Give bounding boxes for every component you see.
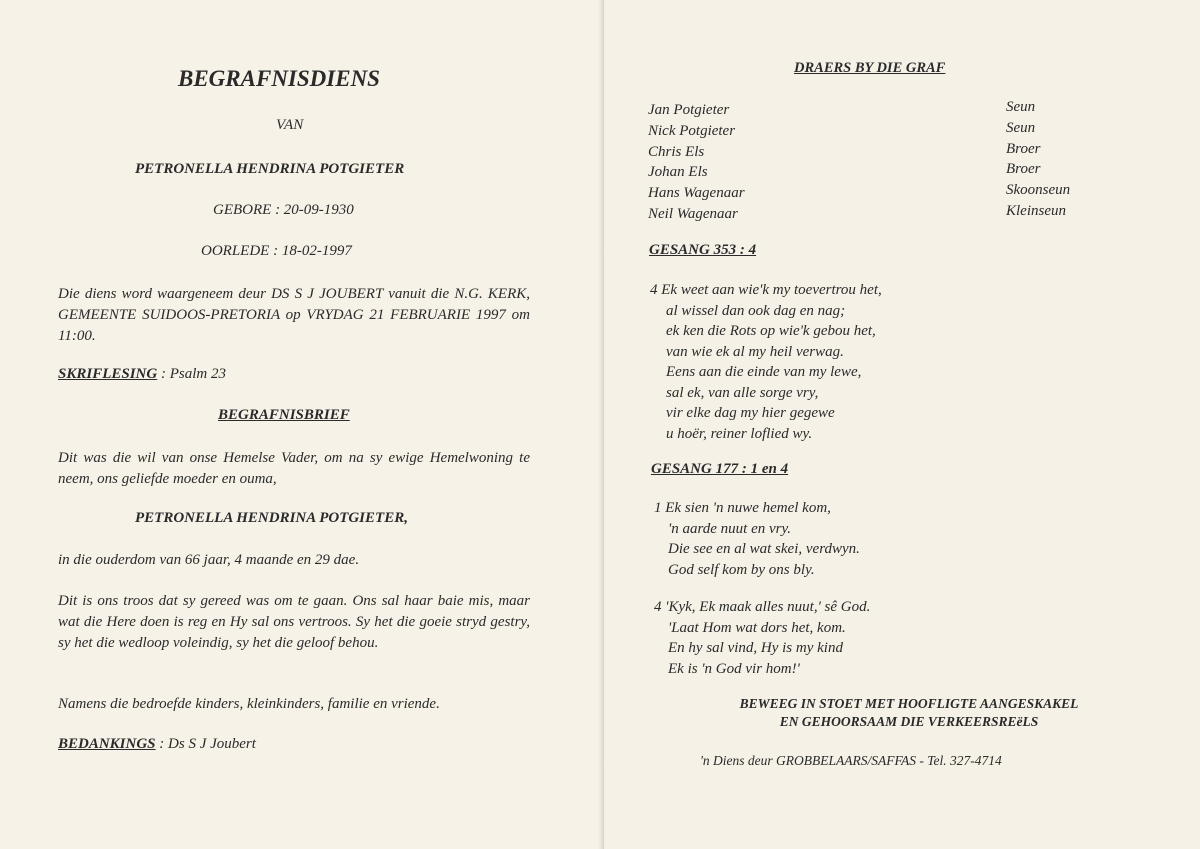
- hymn-line: 'n aarde nuut en vry.: [668, 520, 792, 537]
- bearer-name: Neil Wagenaar: [648, 205, 738, 222]
- age-text: in die ouderdom van 66 jaar, 4 maande en 29 dae.: [58, 552, 360, 568]
- bearer-relation: Broer: [1006, 161, 1041, 178]
- hymn-line: ek ken die Rots op wie'k gebou het,: [666, 323, 876, 339]
- hymn-177-verse-4: [654, 597, 870, 679]
- hymn-line: al wissel dan ook dag en nag;: [666, 302, 846, 319]
- bearer-name: Johan Els: [648, 164, 708, 181]
- hymn-line: vir elke dag my hier gegewe: [666, 405, 835, 421]
- thanks-label: BEDANKINGS: [58, 736, 156, 752]
- hymn-353-verse: [650, 280, 882, 444]
- hymn-line: 4 'Kyk, Ek maak alles nuut,' sê God.: [654, 599, 871, 615]
- bearer-name: Jan Potgieter: [648, 102, 730, 118]
- deceased-name-repeat: PETRONELLA HENDRINA POTGIETER,: [135, 510, 408, 526]
- bearer-name: Chris Els: [648, 143, 705, 160]
- comfort-text: Dit is ons troos dat sy gereed was om te gaan. Ons sal haar baie mis, maar wat die Here doen is reg en Hy sal ons vertroos. Sy het die goeie stryd gestry, sy het die wedloop voleindig, sy het die geloof behou.: [58, 593, 530, 651]
- hymn-line: Ek is 'n God vir hom!': [668, 660, 800, 677]
- bearer-name: Hans Wagenaar: [648, 185, 745, 202]
- undertaker-footer: 'n Diens deur GROBBELAARS/SAFFAS - Tel. 327-4714: [700, 753, 1002, 768]
- bearer-relation: Seun: [1006, 99, 1036, 115]
- right-page: [604, 0, 1200, 849]
- scripture-label: SKRIFLESING: [58, 366, 158, 382]
- hymn-353-heading: GESANG 353 : 4: [649, 242, 757, 258]
- program-title: BEGRAFNISDIENS: [178, 66, 380, 91]
- hymn-line: En hy sal vind, Hy is my kind: [668, 640, 843, 656]
- bearers-heading: DRAERS BY DIE GRAF: [794, 60, 946, 76]
- bearer-relation: Broer: [1006, 140, 1041, 157]
- service-details: Die diens word waargeneem deur DS S J JOUBERT vanuit die N.G. KERK, GEMEENTE SUIDOOS-PRETORIA op VRYDAG 21 FEBRUARIE 1997 om 11:00.: [58, 286, 530, 344]
- thanks-line: [58, 736, 256, 753]
- thanks-value: : Ds S J Joubert: [159, 736, 256, 752]
- hymn-line: van wie ek al my heil verwag.: [666, 343, 844, 360]
- scripture-line: [58, 366, 226, 383]
- birth-date: GEBORE : 20-09-1930: [213, 202, 354, 218]
- procession-notice-line-1: BEWEEG IN STOET MET HOOFLIGTE AANGESKAKEL: [739, 696, 1079, 711]
- hymn-line: 4 Ek weet aan wie'k my toevertrou het,: [650, 282, 882, 298]
- hymn-177-verse-1: [654, 498, 860, 580]
- hymn-line: 'Laat Hom wat dors het, kom.: [668, 619, 846, 636]
- bearer-names: [648, 100, 745, 225]
- procession-notice-line-2: EN GEHOORSAAM DIE VERKEERSREëLS: [779, 714, 1039, 729]
- bearer-relation: Skoonseun: [1006, 182, 1071, 199]
- letter-heading: BEGRAFNISBRIEF: [218, 407, 350, 423]
- bearer-relation: Seun: [1006, 119, 1036, 136]
- hymn-line: God self kom by ons bly.: [668, 561, 815, 578]
- death-date: OORLEDE : 18-02-1997: [201, 243, 352, 259]
- bearer-relation: Kleinseun: [1006, 202, 1066, 219]
- van-label: VAN: [276, 117, 304, 133]
- scripture-value: : Psalm 23: [160, 366, 226, 382]
- deceased-name: PETRONELLA HENDRINA POTGIETER: [135, 161, 405, 177]
- hymn-line: u hoër, reiner loflied wy.: [666, 425, 813, 442]
- hymn-line: Eens aan die einde van my lewe,: [666, 364, 862, 380]
- hymn-line: 1 Ek sien 'n nuwe hemel kom,: [654, 500, 831, 516]
- letter-intro: Dit was die wil van onse Hemelse Vader, om na sy ewige Hemelwoning te neem, ons geliefde moeder en ouma,: [58, 450, 530, 487]
- hymn-line: Die see en al wat skei, verdwyn.: [668, 541, 860, 557]
- bearer-relations: [1006, 97, 1070, 222]
- hymn-177-heading: GESANG 177 : 1 en 4: [651, 461, 789, 477]
- on-behalf-text: Namens die bedroefde kinders, kleinkinders, familie en vriende.: [58, 696, 440, 712]
- hymn-line: sal ek, van alle sorge vry,: [666, 384, 819, 401]
- bearer-name: Nick Potgieter: [648, 122, 736, 139]
